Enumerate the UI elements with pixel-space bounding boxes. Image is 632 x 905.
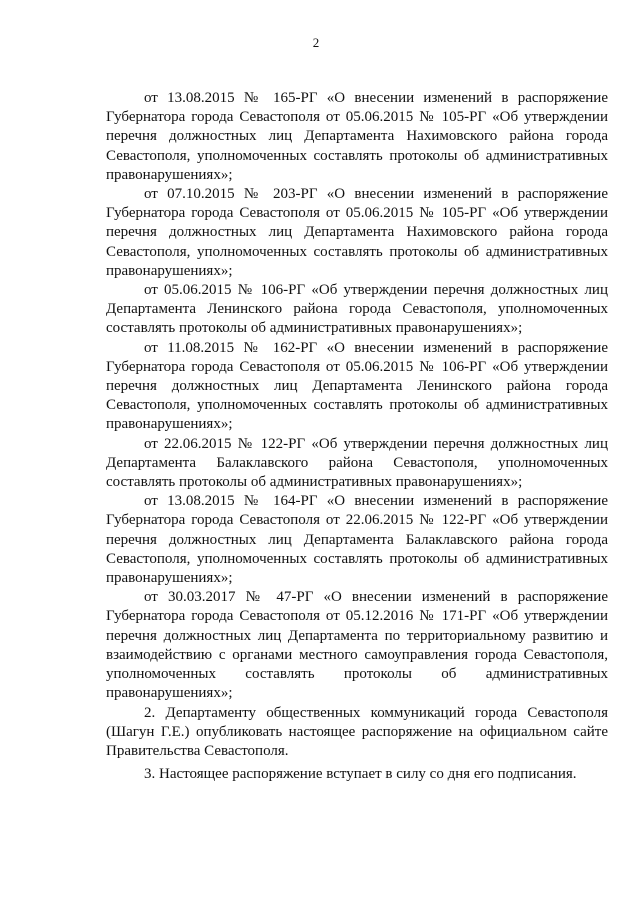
list-item-order-164: от 13.08.2015 № 164-РГ «О внесении изменений в распоряжение Губернатора города Севастополя от 22.06.2015 № 122-РГ «Об утверждении перечня должностных лиц Департамента Балаклавского района города Севастополя, уполномоченных составлять протоколы об административных правонарушениях»;	[106, 493, 608, 587]
clause-3-effective-date: 3. Настоящее распоряжение вступает в силу со дня его подписания.	[144, 766, 577, 783]
list-item-order-165: от 13.08.2015 № 165-РГ «О внесении изменений в распоряжение Губернатора города Севастополя от 05.06.2015 № 105-РГ «Об утверждении перечня должностных лиц Департамента Нахимовского района города Севастополя, уполномоченных составлять протоколы об административных правонарушениях»;	[106, 90, 608, 183]
list-item-order-162: от 11.08.2015 № 162-РГ «О внесении изменений в распоряжение Губернатора города Севастополя от 05.06.2015 № 106-РГ «Об утверждении перечня должностных лиц Департамента Ленинского района города Севастополя, уполномоченных составлять протоколы об административных правонарушениях»;	[106, 339, 608, 433]
clause-2-publication: 2. Департаменту общественных коммуникаций города Севастополя (Шагун Г.Е.) опубликовать настоящее распоряжение на официальном сайте Правительства Севастополя.	[106, 704, 608, 759]
document-body	[106, 89, 608, 784]
list-item-order-106: от 05.06.2015 № 106-РГ «Об утверждении перечня должностных лиц Департамента Ленинского района города Севастополя, уполномоченных составлять протоколы об административных правонарушениях»;	[106, 282, 608, 337]
list-item-order-122: от 22.06.2015 № 122-РГ «Об утверждении перечня должностных лиц Департамента Балаклавского района Севастополя, уполномоченных составлять протоколы об административных правонарушениях»;	[106, 435, 608, 491]
list-item-order-203: от 07.10.2015 № 203-РГ «О внесении изменений в распоряжение Губернатора города Севастополя от 05.06.2015 № 105-РГ «Об утверждении перечня должностных лиц Департамента Нахимовского района города Севастополя, уполномоченных составлять протоколы об административных правонарушениях»;	[106, 186, 608, 279]
list-item-order-47: от 30.03.2017 № 47-РГ «О внесении изменений в распоряжение Губернатора города Севастополя от 05.12.2016 № 171-РГ «Об утверждении перечня должностных лиц Департамента по территориальному развитию и взаимодействию с органами местного самоуправления города Севастополя, уполномоченных составлять протоколы об административных правонарушениях»;	[106, 589, 608, 702]
page-number: 2	[312, 35, 320, 50]
